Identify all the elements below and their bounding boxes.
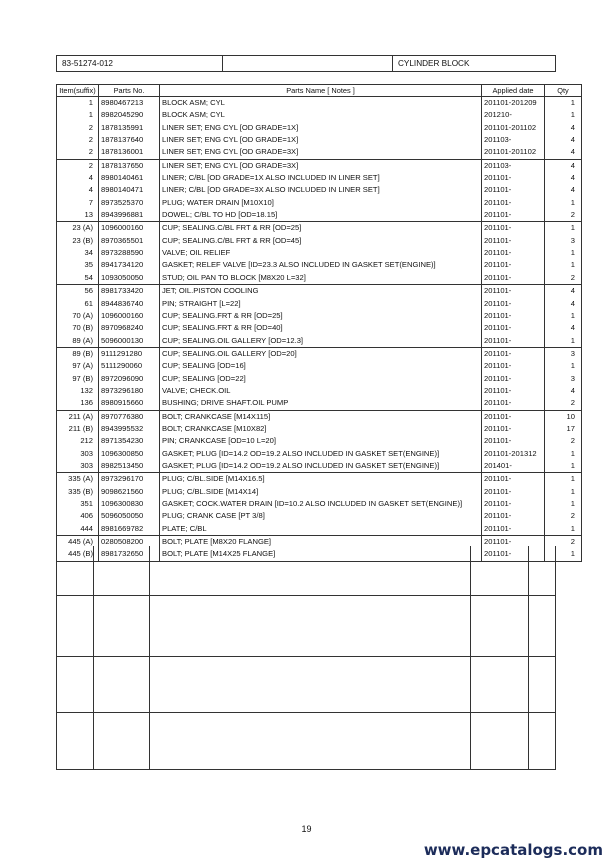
qty-cell: 4 [545,385,582,397]
table-header-row [57,85,582,97]
qty-cell: 1 [545,448,582,460]
part-name-cell: CUP; SEALING [OD=16] [160,360,482,372]
part-number-cell: 8972096090 [99,373,160,385]
applied-date-cell: 201101- [482,235,545,247]
applied-date-cell: 201101- [482,385,545,397]
applied-date-cell: 201101- [482,397,545,410]
part-number-cell: 8944836740 [99,298,160,310]
item-cell: 89 (B) [57,347,99,360]
table-row [57,347,582,360]
applied-date-cell: 201101- [482,172,545,184]
part-name-cell: PLUG; C/BL.SIDE [M14X14] [160,486,482,498]
qty-cell: 1 [545,222,582,235]
item-cell: 35 [57,259,99,271]
qty-cell: 4 [545,172,582,184]
item-cell: 23 (B) [57,235,99,247]
table-row [57,298,582,310]
item-cell: 211 (A) [57,410,99,423]
part-name-cell: LINER SET; ENG CYL [OD GRADE=1X] [160,134,482,146]
table-row [57,385,582,397]
qty-cell: 2 [545,272,582,285]
applied-date-cell: 201101-201102 [482,122,545,134]
applied-date-cell: 201101- [482,548,545,561]
part-number-cell: 8981732650 [99,548,160,561]
table-row [57,423,582,435]
part-name-cell: CUP; SEALING.FRT & RR [OD=25] [160,310,482,322]
blank-rows-3 [56,657,556,713]
part-number-cell: 0280508200 [99,536,160,549]
table-row [57,335,582,348]
qty-cell: 1 [545,486,582,498]
qty-cell: 4 [545,322,582,334]
applied-date-cell: 201103- [482,159,545,172]
applied-date-cell: 201101-201312 [482,448,545,460]
part-name-cell: GASKET; RELEF VALVE [ID=23.3 ALSO INCLUDED IN GASKET SET(ENGINE)] [160,259,482,271]
table-row [57,159,582,172]
applied-date-cell: 201101- [482,310,545,322]
part-number-cell: 8981733420 [99,285,160,298]
part-number-cell: 1878137640 [99,134,160,146]
applied-date-cell: 201101- [482,347,545,360]
applied-date-cell: 201101- [482,222,545,235]
part-name-cell: CUP; SEALING.C/BL FRT & RR [OD=45] [160,235,482,247]
part-name-cell: BUSHING; DRIVE SHAFT.OIL PUMP [160,397,482,410]
item-cell: 97 (B) [57,373,99,385]
applied-date-cell: 201101- [482,272,545,285]
part-number-cell: 8980140461 [99,172,160,184]
qty-cell: 17 [545,423,582,435]
qty-cell: 1 [545,460,582,473]
table-row [57,448,582,460]
qty-cell: 4 [545,159,582,172]
qty-cell: 1 [545,498,582,510]
applied-date-cell: 201101-201209 [482,97,545,110]
qty-cell: 1 [545,310,582,322]
item-cell: 61 [57,298,99,310]
item-cell: 2 [57,159,99,172]
qty-cell: 4 [545,134,582,146]
part-number-cell: 1096000160 [99,222,160,235]
qty-cell: 4 [545,122,582,134]
col-applied-date: Applied date [482,85,545,97]
item-cell: 445 (A) [57,536,99,549]
part-number-cell: 1093050050 [99,272,160,285]
part-number-cell: 8971354230 [99,435,160,447]
table-row [57,435,582,447]
table-row [57,172,582,184]
parts-table [56,84,582,562]
watermark: www.epcatalogs.com [423,841,603,859]
part-number-cell: 5096000130 [99,335,160,348]
part-number-cell: 1878136001 [99,146,160,159]
part-name-cell: BLOCK ASM; CYL [160,97,482,110]
part-name-cell: CUP; SEALING.C/BL FRT & RR [OD=25] [160,222,482,235]
table-row [57,97,582,110]
table-row [57,510,582,522]
applied-date-cell: 201101- [482,360,545,372]
table-row [57,460,582,473]
item-cell: 4 [57,172,99,184]
part-name-cell: VALVE; CHECK.OIL [160,385,482,397]
item-cell: 4 [57,184,99,196]
qty-cell: 1 [545,197,582,209]
table-row [57,222,582,235]
part-name-cell: GASKET; PLUG [ID=14.2 OD=19.2 ALSO INCLUDED IN GASKET SET(ENGINE)] [160,460,482,473]
part-name-cell: CUP; SEALING.OIL GALLERY [OD=12.3] [160,335,482,348]
part-name-cell: LINER; C/BL [OD GRADE=1X ALSO INCLUDED IN LINER SET] [160,172,482,184]
table-row [57,360,582,372]
part-name-cell: LINER SET; ENG CYL [OD GRADE=1X] [160,122,482,134]
applied-date-cell: 201101- [482,184,545,196]
table-row [57,310,582,322]
part-number-cell: 5111290060 [99,360,160,372]
qty-cell: 4 [545,298,582,310]
catalog-code: 83-51274-012 [57,56,223,71]
table-row [57,498,582,510]
part-name-cell: STUD; OIL PAN TO BLOCK [M8X20 L=32] [160,272,482,285]
qty-cell: 1 [545,523,582,536]
part-number-cell: 5096050050 [99,510,160,522]
table-row [57,109,582,121]
qty-cell: 1 [545,548,582,561]
qty-cell: 2 [545,209,582,222]
table-row [57,285,582,298]
item-cell: 1 [57,109,99,121]
item-cell: 54 [57,272,99,285]
item-cell: 2 [57,146,99,159]
applied-date-cell: 201101- [482,335,545,348]
item-cell: 303 [57,448,99,460]
applied-date-cell: 201101- [482,259,545,271]
qty-cell: 1 [545,247,582,259]
applied-date-cell: 201101- [482,209,545,222]
item-cell: 444 [57,523,99,536]
part-number-cell: 8982513450 [99,460,160,473]
part-number-cell: 8970365501 [99,235,160,247]
item-cell: 335 (A) [57,473,99,486]
blank-rows-2 [56,596,556,657]
applied-date-cell: 201101- [482,373,545,385]
applied-date-cell: 201101- [482,197,545,209]
item-cell: 7 [57,197,99,209]
table-row [57,146,582,159]
part-name-cell: LINER SET; ENG CYL [OD GRADE=3X] [160,146,482,159]
catalog-header [56,55,556,72]
applied-date-cell: 201101- [482,247,545,259]
qty-cell: 10 [545,410,582,423]
item-cell: 70 (A) [57,310,99,322]
part-name-cell: JET; OIL.PISTON COOLING [160,285,482,298]
table-row [57,272,582,285]
part-name-cell: BOLT; CRANKCASE [M14X115] [160,410,482,423]
item-cell: 212 [57,435,99,447]
part-name-cell: PLATE; C/BL [160,523,482,536]
part-name-cell: DOWEL; C/BL TO HD [OD=18.15] [160,209,482,222]
table-row [57,523,582,536]
item-cell: 56 [57,285,99,298]
item-cell: 23 (A) [57,222,99,235]
table-row [57,134,582,146]
part-name-cell: VALVE; OIL RELIEF [160,247,482,259]
applied-date-cell: 201101- [482,498,545,510]
part-number-cell: 1096000160 [99,310,160,322]
part-name-cell: GASKET; COCK.WATER DRAIN [ID=10.2 ALSO INCLUDED IN GASKET SET(ENGINE)] [160,498,482,510]
table-row [57,486,582,498]
item-cell: 70 (B) [57,322,99,334]
section-title: CYLINDER BLOCK [398,59,470,68]
part-name-cell: PLUG; C/BL.SIDE [M14X16.5] [160,473,482,486]
table-row [57,410,582,423]
col-item: Item(suffix) [57,85,99,97]
table-row [57,209,582,222]
item-cell: 303 [57,460,99,473]
part-number-cell: 8973296180 [99,385,160,397]
applied-date-cell: 201210- [482,109,545,121]
qty-cell: 3 [545,373,582,385]
part-number-cell: 8941734120 [99,259,160,271]
item-cell: 132 [57,385,99,397]
part-name-cell: CUP; SEALING.FRT & RR [OD=40] [160,322,482,334]
qty-cell: 2 [545,397,582,410]
applied-date-cell: 201103- [482,134,545,146]
part-number-cell: 8970776380 [99,410,160,423]
qty-cell: 1 [545,97,582,110]
part-number-cell: 1096300850 [99,448,160,460]
part-number-cell: 9111291280 [99,347,160,360]
part-number-cell: 1096300830 [99,498,160,510]
table-row [57,247,582,259]
part-number-cell: 8982045290 [99,109,160,121]
part-name-cell: CUP; SEALING.OIL GALLERY [OD=20] [160,347,482,360]
applied-date-cell: 201101- [482,536,545,549]
page-number: 19 [301,824,312,834]
qty-cell: 3 [545,347,582,360]
part-number-cell: 8980140471 [99,184,160,196]
applied-date-cell: 201101- [482,322,545,334]
applied-date-cell: 201101- [482,486,545,498]
table-row [57,184,582,196]
table-row [57,397,582,410]
item-cell: 445 (B) [57,548,99,561]
part-name-cell: PLUG; CRANK CASE [PT 3/8] [160,510,482,522]
applied-date-cell: 201401- [482,460,545,473]
part-number-cell: 8980467213 [99,97,160,110]
qty-cell: 1 [545,109,582,121]
table-row [57,122,582,134]
header-blank [223,56,393,71]
qty-cell: 1 [545,473,582,486]
item-cell: 351 [57,498,99,510]
applied-date-cell: 201101- [482,298,545,310]
table-row [57,473,582,486]
part-number-cell: 8943996881 [99,209,160,222]
part-number-cell: 8973288590 [99,247,160,259]
item-cell: 2 [57,134,99,146]
part-name-cell: LINER; C/BL [OD GRADE=3X ALSO INCLUDED IN LINER SET] [160,184,482,196]
part-number-cell: 8973296170 [99,473,160,486]
qty-cell: 1 [545,259,582,271]
table-row [57,235,582,247]
item-cell: 97 (A) [57,360,99,372]
qty-cell: 4 [545,146,582,159]
col-parts-no: Parts No. [99,85,160,97]
qty-cell: 1 [545,360,582,372]
part-number-cell: 9098621560 [99,486,160,498]
part-number-cell: 8973525370 [99,197,160,209]
part-name-cell: PIN; STRAIGHT [L=22] [160,298,482,310]
part-number-cell: 8981669782 [99,523,160,536]
part-number-cell: 1878135991 [99,122,160,134]
col-parts-name: Parts Name [ Notes ] [160,85,482,97]
table-row [57,197,582,209]
item-cell: 406 [57,510,99,522]
applied-date-cell: 201101- [482,410,545,423]
table-row [57,259,582,271]
item-cell: 2 [57,122,99,134]
applied-date-cell: 201101- [482,510,545,522]
item-cell: 211 (B) [57,423,99,435]
part-name-cell: BOLT; PLATE [M8X20 FLANGE] [160,536,482,549]
applied-date-cell: 201101-201102 [482,146,545,159]
applied-date-cell: 201101- [482,473,545,486]
part-number-cell: 8980915660 [99,397,160,410]
table-row [57,373,582,385]
part-name-cell: PIN; CRANKCASE [OD=10 L=20] [160,435,482,447]
item-cell: 335 (B) [57,486,99,498]
part-name-cell: BLOCK ASM; CYL [160,109,482,121]
part-name-cell: PLUG; WATER DRAIN [M10X10] [160,197,482,209]
qty-cell: 3 [545,235,582,247]
item-cell: 1 [57,97,99,110]
qty-cell: 2 [545,435,582,447]
part-name-cell: CUP; SEALING [OD=22] [160,373,482,385]
part-name-cell: BOLT; CRANKCASE [M10X82] [160,423,482,435]
qty-cell: 1 [545,335,582,348]
part-number-cell: 8970968240 [99,322,160,334]
applied-date-cell: 201101- [482,523,545,536]
applied-date-cell: 201101- [482,423,545,435]
item-cell: 136 [57,397,99,410]
applied-date-cell: 201101- [482,435,545,447]
item-cell: 13 [57,209,99,222]
blank-rows-4 [56,713,556,770]
item-cell: 34 [57,247,99,259]
part-name-cell: BOLT; PLATE [M14X25 FLANGE] [160,548,482,561]
qty-cell: 2 [545,536,582,549]
col-qty: Qty [545,85,582,97]
part-name-cell: GASKET; PLUG [ID=14.2 OD=19.2 ALSO INCLUDED IN GASKET SET(ENGINE)] [160,448,482,460]
table-row [57,322,582,334]
qty-cell: 4 [545,285,582,298]
part-number-cell: 1878137650 [99,159,160,172]
qty-cell: 4 [545,184,582,196]
part-number-cell: 8943995532 [99,423,160,435]
part-name-cell: LINER SET; ENG CYL [OD GRADE=3X] [160,159,482,172]
qty-cell: 2 [545,510,582,522]
item-cell: 89 (A) [57,335,99,348]
blank-rows-1 [56,546,556,596]
applied-date-cell: 201101- [482,285,545,298]
